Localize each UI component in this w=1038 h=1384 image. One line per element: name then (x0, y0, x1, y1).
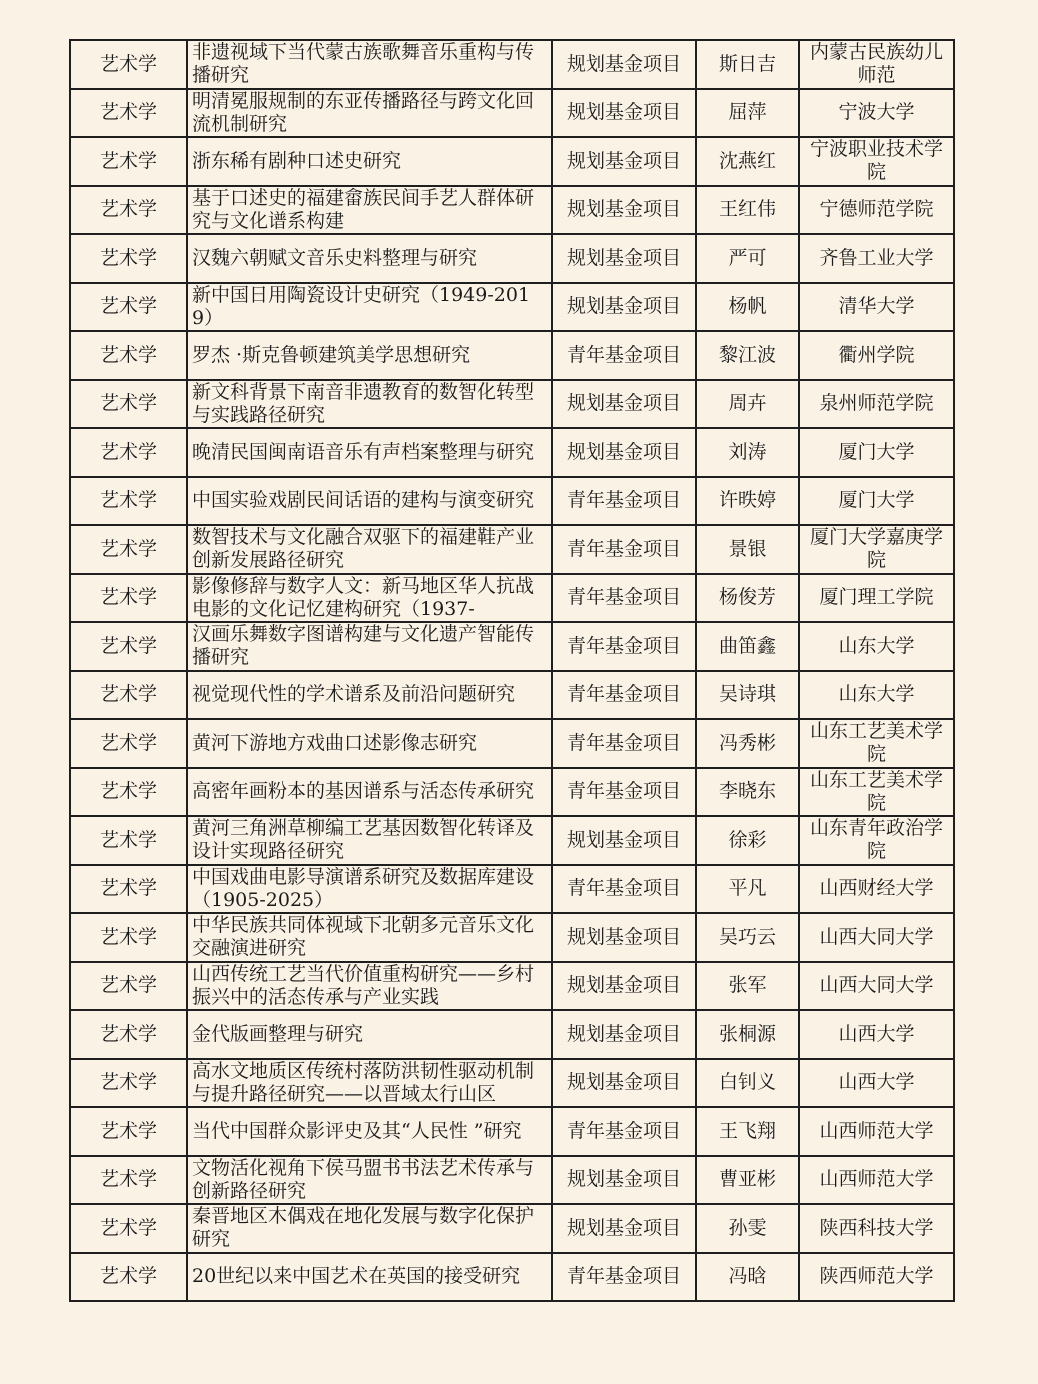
project-title-cell (187, 428, 552, 477)
table-row (70, 962, 954, 1011)
principal-name-cell (696, 186, 799, 235)
principal-name-text: 黎江波 (718, 343, 776, 366)
institution-cell (799, 234, 954, 283)
table-row (70, 477, 954, 526)
discipline-text: 艺术学 (99, 101, 157, 124)
institution-cell (799, 1156, 954, 1205)
project-title-cell (187, 89, 552, 138)
table-row (70, 380, 954, 429)
project-type-text: 规划基金项目 (566, 1216, 681, 1239)
institution-cell (799, 525, 954, 574)
project-type-cell (552, 962, 696, 1011)
institution-text: 厦门大学嘉庚学院 (809, 526, 943, 572)
principal-name-cell (696, 89, 799, 138)
project-title-cell (187, 962, 552, 1011)
institution-cell (799, 1253, 954, 1302)
project-type-cell (552, 331, 696, 380)
principal-name-cell (696, 331, 799, 380)
project-title-text: 罗杰 ·斯克鲁顿建筑美学思想研究 (192, 343, 471, 366)
project-type-text: 规划基金项目 (566, 925, 681, 948)
principal-name-cell (696, 428, 799, 477)
project-type-text: 青年基金项目 (566, 731, 681, 754)
institution-text: 山西财经大学 (819, 877, 934, 900)
principal-name-text: 斯日吉 (718, 52, 776, 75)
project-type-text: 青年基金项目 (566, 780, 681, 803)
project-title-cell (187, 283, 552, 332)
discipline-text: 艺术学 (99, 780, 157, 803)
institution-text: 陕西科技大学 (819, 1216, 934, 1239)
institution-cell (799, 1010, 954, 1059)
institution-cell (799, 671, 954, 720)
principal-name-cell (696, 1204, 799, 1253)
institution-cell (799, 283, 954, 332)
project-title-text: 黄河下游地方戏曲口述影像志研究 (192, 731, 478, 754)
table-row (70, 1059, 954, 1108)
project-type-cell (552, 89, 696, 138)
discipline-cell (70, 1204, 187, 1253)
institution-text: 宁德师范学院 (819, 198, 934, 221)
discipline-cell (70, 1156, 187, 1205)
principal-name-text: 王红伟 (718, 198, 776, 221)
discipline-cell (70, 89, 187, 138)
project-type-cell (552, 525, 696, 574)
discipline-text: 艺术学 (99, 537, 157, 560)
principal-name-text: 冯秀彬 (718, 731, 776, 754)
table-row (70, 137, 954, 186)
project-title-cell (187, 1204, 552, 1253)
discipline-cell (70, 380, 187, 429)
institution-text: 山东工艺美术学院 (809, 720, 943, 766)
project-type-text: 青年基金项目 (566, 343, 681, 366)
principal-name-cell (696, 1059, 799, 1108)
table-row (70, 1010, 954, 1059)
table-row (70, 865, 954, 914)
discipline-text: 艺术学 (99, 198, 157, 221)
project-title-text: 高密年画粉本的基因谱系与活态传承研究 (192, 780, 535, 803)
discipline-text: 艺术学 (99, 1265, 157, 1288)
principal-name-text: 张军 (728, 974, 767, 997)
discipline-text: 艺术学 (99, 828, 157, 851)
project-type-text: 青年基金项目 (566, 1119, 681, 1142)
principal-name-cell (696, 719, 799, 768)
discipline-cell (70, 865, 187, 914)
institution-cell (799, 186, 954, 235)
discipline-cell (70, 719, 187, 768)
project-title-cell (187, 913, 552, 962)
discipline-cell (70, 574, 187, 623)
project-type-text: 规划基金项目 (566, 246, 681, 269)
project-type-cell (552, 186, 696, 235)
project-title-text: 20世纪以来中国艺术在英国的接受研究 (192, 1265, 521, 1288)
principal-name-text: 屈萍 (728, 101, 767, 124)
project-title-text: 当代中国群众影评史及其“人民性 ”研究 (192, 1119, 522, 1142)
institution-cell (799, 89, 954, 138)
project-type-cell (552, 477, 696, 526)
principal-name-cell (696, 40, 799, 89)
discipline-text: 艺术学 (99, 634, 157, 657)
principal-name-text: 冯晗 (728, 1265, 767, 1288)
institution-cell (799, 816, 954, 865)
institution-cell (799, 428, 954, 477)
institution-text: 清华大学 (838, 295, 915, 318)
institution-cell (799, 574, 954, 623)
discipline-text: 艺术学 (99, 974, 157, 997)
project-type-text: 规划基金项目 (566, 295, 681, 318)
project-type-text: 规划基金项目 (566, 828, 681, 851)
project-title-cell (187, 768, 552, 817)
principal-name-text: 白钊义 (718, 1071, 776, 1094)
project-type-cell (552, 719, 696, 768)
institution-cell (799, 719, 954, 768)
project-type-text: 规划基金项目 (566, 149, 681, 172)
discipline-cell (70, 525, 187, 574)
institution-text: 厦门大学 (838, 489, 915, 512)
project-title-cell (187, 1156, 552, 1205)
principal-name-cell (696, 525, 799, 574)
institution-text: 齐鲁工业大学 (819, 246, 934, 269)
institution-cell (799, 380, 954, 429)
discipline-text: 艺术学 (99, 343, 157, 366)
project-type-cell (552, 1059, 696, 1108)
project-title-cell (187, 380, 552, 429)
discipline-text: 艺术学 (99, 586, 157, 609)
principal-name-text: 周卉 (728, 392, 767, 415)
discipline-text: 艺术学 (99, 1119, 157, 1142)
institution-cell (799, 1107, 954, 1156)
project-title-text: 黄河三角洲草柳编工艺基因数智化转译及设计实现路径研究 (192, 817, 535, 863)
project-title-cell (187, 186, 552, 235)
discipline-cell (70, 428, 187, 477)
project-type-cell (552, 428, 696, 477)
discipline-cell (70, 137, 187, 186)
institution-text: 宁波大学 (838, 101, 915, 124)
discipline-cell (70, 234, 187, 283)
table-row (70, 719, 954, 768)
project-type-cell (552, 574, 696, 623)
principal-name-text: 杨帆 (728, 295, 767, 318)
institution-text: 厦门理工学院 (819, 586, 934, 609)
project-type-text: 规划基金项目 (566, 440, 681, 463)
project-title-text: 文物活化视角下侯马盟书书法艺术传承与创新路径研究 (192, 1156, 535, 1202)
principal-name-text: 许昳婷 (718, 489, 776, 512)
discipline-cell (70, 331, 187, 380)
institution-text: 山西大学 (838, 1022, 915, 1045)
institution-cell (799, 622, 954, 671)
project-table-body (70, 40, 954, 1301)
project-title-text: 汉魏六朝赋文音乐史料整理与研究 (192, 246, 478, 269)
project-title-cell (187, 525, 552, 574)
project-type-text: 规划基金项目 (566, 1168, 681, 1191)
principal-name-text: 平凡 (728, 877, 767, 900)
discipline-text: 艺术学 (99, 925, 157, 948)
project-type-cell (552, 283, 696, 332)
project-type-cell (552, 816, 696, 865)
discipline-text: 艺术学 (99, 149, 157, 172)
principal-name-text: 吴巧云 (718, 925, 776, 948)
discipline-cell (70, 816, 187, 865)
principal-name-cell (696, 1156, 799, 1205)
institution-text: 陕西师范大学 (819, 1265, 934, 1288)
project-title-text: 数智技术与文化融合双驱下的福建鞋产业创新发展路径研究 (192, 526, 535, 572)
project-title-cell (187, 622, 552, 671)
project-title-text: 视觉现代性的学术谱系及前沿问题研究 (192, 683, 516, 706)
institution-text: 宁波职业技术学院 (809, 138, 943, 184)
project-title-text: 高水文地质区传统村落防洪韧性驱动机制与提升路径研究——以晋域太行山区 (192, 1059, 535, 1105)
institution-cell (799, 962, 954, 1011)
institution-cell (799, 1204, 954, 1253)
principal-name-cell (696, 1253, 799, 1302)
principal-name-cell (696, 816, 799, 865)
project-title-text: 秦晋地区木偶戏在地化发展与数字化保护研究 (192, 1205, 535, 1251)
institution-cell (799, 768, 954, 817)
table-row (70, 89, 954, 138)
principal-name-text: 曹亚彬 (718, 1168, 776, 1191)
project-title-cell (187, 331, 552, 380)
table-row (70, 768, 954, 817)
project-title-cell (187, 671, 552, 720)
project-table (69, 39, 955, 1302)
principal-name-text: 吴诗琪 (718, 683, 776, 706)
discipline-cell (70, 40, 187, 89)
table-row (70, 234, 954, 283)
project-type-text: 规划基金项目 (566, 52, 681, 75)
discipline-cell (70, 768, 187, 817)
project-type-text: 青年基金项目 (566, 586, 681, 609)
project-title-text: 中国实验戏剧民间话语的建构与演变研究 (192, 489, 535, 512)
principal-name-cell (696, 1107, 799, 1156)
institution-cell (799, 1059, 954, 1108)
discipline-cell (70, 1059, 187, 1108)
project-type-cell (552, 1156, 696, 1205)
discipline-text: 艺术学 (99, 392, 157, 415)
principal-name-text: 曲笛鑫 (718, 634, 776, 657)
principal-name-cell (696, 865, 799, 914)
discipline-cell (70, 622, 187, 671)
institution-cell (799, 331, 954, 380)
table-row (70, 574, 954, 623)
discipline-text: 艺术学 (99, 683, 157, 706)
institution-text: 山东青年政治学院 (809, 817, 943, 863)
project-type-text: 青年基金项目 (566, 537, 681, 560)
project-type-cell (552, 1253, 696, 1302)
institution-cell (799, 477, 954, 526)
principal-name-text: 李晓东 (718, 780, 776, 803)
table-row (70, 913, 954, 962)
principal-name-cell (696, 574, 799, 623)
project-type-cell (552, 380, 696, 429)
principal-name-text: 孙雯 (728, 1216, 767, 1239)
institution-text: 厦门大学 (838, 440, 915, 463)
project-type-text: 规划基金项目 (566, 101, 681, 124)
table-row (70, 331, 954, 380)
project-title-text: 晚清民国闽南语音乐有声档案整理与研究 (192, 440, 535, 463)
table-row (70, 1204, 954, 1253)
discipline-cell (70, 186, 187, 235)
project-type-cell (552, 137, 696, 186)
table-row (70, 186, 954, 235)
project-title-text: 新文科背景下南音非遗教育的数智化转型与实践路径研究 (192, 380, 535, 426)
principal-name-text: 徐彩 (728, 828, 767, 851)
project-title-cell (187, 1010, 552, 1059)
institution-text: 山西师范大学 (819, 1119, 934, 1142)
discipline-cell (70, 477, 187, 526)
discipline-text: 艺术学 (99, 295, 157, 318)
project-title-cell (187, 477, 552, 526)
project-type-cell (552, 1107, 696, 1156)
principal-name-text: 张桐源 (718, 1022, 776, 1045)
project-title-text: 中华民族共同体视域下北朝多元音乐文化交融演进研究 (192, 914, 535, 960)
principal-name-cell (696, 380, 799, 429)
project-type-text: 青年基金项目 (566, 877, 681, 900)
institution-text: 山西大同大学 (819, 974, 934, 997)
project-type-cell (552, 1010, 696, 1059)
project-type-cell (552, 768, 696, 817)
project-title-text: 汉画乐舞数字图谱构建与文化遗产智能传播研究 (192, 623, 535, 669)
table-row (70, 1107, 954, 1156)
table-row (70, 671, 954, 720)
project-title-text: 非遗视域下当代蒙古族歌舞音乐重构与传播研究 (192, 41, 535, 87)
table-row (70, 816, 954, 865)
table-row (70, 283, 954, 332)
project-title-text: 基于口述史的福建畲族民间手艺人群体研究与文化谱系构建 (192, 186, 535, 232)
project-type-text: 规划基金项目 (566, 1022, 681, 1045)
discipline-text: 艺术学 (99, 1216, 157, 1239)
discipline-text: 艺术学 (99, 1168, 157, 1191)
institution-text: 山东大学 (838, 634, 915, 657)
project-type-text: 青年基金项目 (566, 489, 681, 512)
project-type-cell (552, 671, 696, 720)
project-type-cell (552, 234, 696, 283)
principal-name-text: 刘涛 (728, 440, 767, 463)
discipline-cell (70, 962, 187, 1011)
project-type-cell (552, 622, 696, 671)
discipline-text: 艺术学 (99, 877, 157, 900)
discipline-text: 艺术学 (99, 731, 157, 754)
project-type-text: 青年基金项目 (566, 683, 681, 706)
discipline-text: 艺术学 (99, 52, 157, 75)
project-title-cell (187, 137, 552, 186)
table-row (70, 1253, 954, 1302)
institution-text: 衢州学院 (838, 343, 915, 366)
discipline-cell (70, 1107, 187, 1156)
project-title-text: 浙东稀有剧种口述史研究 (192, 149, 402, 172)
discipline-cell (70, 1010, 187, 1059)
institution-text: 山西师范大学 (819, 1168, 934, 1191)
project-type-cell (552, 865, 696, 914)
institution-text: 内蒙古民族幼儿师范 (809, 41, 943, 87)
project-title-cell (187, 574, 552, 623)
discipline-text: 艺术学 (99, 440, 157, 463)
principal-name-cell (696, 283, 799, 332)
project-title-text: 金代版画整理与研究 (192, 1022, 364, 1045)
discipline-text: 艺术学 (99, 489, 157, 512)
institution-text: 山东大学 (838, 683, 915, 706)
table-row (70, 622, 954, 671)
project-type-text: 规划基金项目 (566, 392, 681, 415)
institution-text: 山西大学 (838, 1071, 915, 1094)
project-title-cell (187, 234, 552, 283)
project-title-text: 山西传统工艺当代价值重构研究——乡村振兴中的活态传承与产业实践 (192, 962, 535, 1008)
project-type-text: 规划基金项目 (566, 1071, 681, 1094)
project-title-cell (187, 816, 552, 865)
principal-name-text: 杨俊芳 (718, 586, 776, 609)
project-title-cell (187, 865, 552, 914)
principal-name-cell (696, 622, 799, 671)
principal-name-cell (696, 137, 799, 186)
principal-name-cell (696, 234, 799, 283)
project-title-cell (187, 719, 552, 768)
principal-name-text: 沈燕红 (718, 149, 776, 172)
project-title-text: 明清冕服规制的东亚传播路径与跨文化回流机制研究 (192, 89, 535, 135)
principal-name-text: 王飞翔 (718, 1119, 776, 1142)
discipline-cell (70, 1253, 187, 1302)
project-title-cell (187, 1059, 552, 1108)
table-row (70, 40, 954, 89)
institution-text: 泉州师范学院 (819, 392, 934, 415)
project-type-text: 规划基金项目 (566, 198, 681, 221)
project-title-cell (187, 1107, 552, 1156)
project-type-cell (552, 913, 696, 962)
principal-name-text: 严可 (728, 246, 767, 269)
principal-name-cell (696, 962, 799, 1011)
institution-text: 山东工艺美术学院 (809, 768, 943, 814)
institution-cell (799, 137, 954, 186)
project-title-cell (187, 40, 552, 89)
project-type-text: 青年基金项目 (566, 1265, 681, 1288)
table-row (70, 525, 954, 574)
institution-cell (799, 40, 954, 89)
principal-name-text: 景银 (728, 537, 767, 560)
institution-cell (799, 913, 954, 962)
table-row (70, 428, 954, 477)
principal-name-cell (696, 768, 799, 817)
discipline-text: 艺术学 (99, 1022, 157, 1045)
project-type-cell (552, 1204, 696, 1253)
principal-name-cell (696, 671, 799, 720)
principal-name-cell (696, 1010, 799, 1059)
project-title-text: 影像修辞与数字人文：新马地区华人抗战电影的文化记忆建构研究（1937- (192, 574, 535, 620)
project-title-cell (187, 1253, 552, 1302)
principal-name-cell (696, 913, 799, 962)
discipline-cell (70, 671, 187, 720)
project-title-text: 中国戏曲电影导演谱系研究及数据库建设（1905-2025） (192, 865, 535, 911)
discipline-text: 艺术学 (99, 246, 157, 269)
project-title-text: 新中国日用陶瓷设计史研究（1949-2019） (192, 283, 531, 329)
discipline-cell (70, 283, 187, 332)
project-type-cell (552, 40, 696, 89)
project-type-text: 青年基金项目 (566, 634, 681, 657)
discipline-text: 艺术学 (99, 1071, 157, 1094)
institution-cell (799, 865, 954, 914)
project-type-text: 规划基金项目 (566, 974, 681, 997)
institution-text: 山西大同大学 (819, 925, 934, 948)
principal-name-cell (696, 477, 799, 526)
table-row (70, 1156, 954, 1205)
discipline-cell (70, 913, 187, 962)
